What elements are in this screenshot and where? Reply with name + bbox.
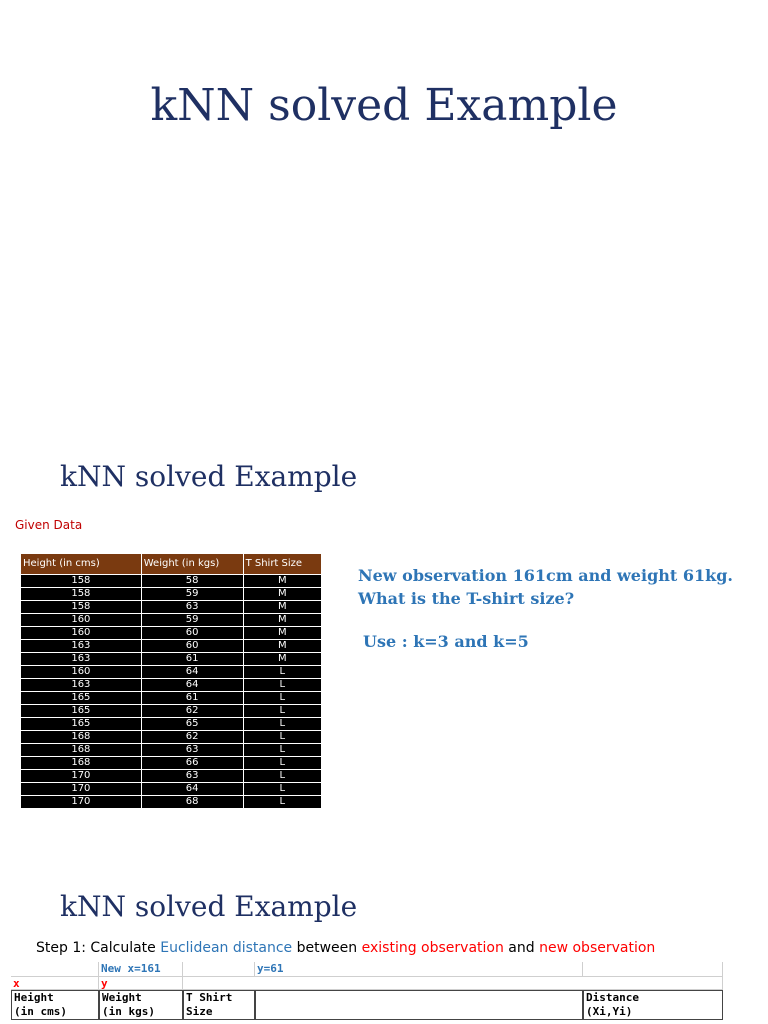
height-cell: 163 bbox=[21, 653, 142, 666]
question-text bbox=[358, 564, 758, 610]
sheet-cell bbox=[583, 962, 723, 977]
use-k-text: Use : k=3 and k=5 bbox=[363, 632, 529, 651]
col-header-weight: Weight (in kgs) bbox=[141, 554, 243, 575]
height-cell: 165 bbox=[21, 705, 142, 718]
size-cell: L bbox=[243, 796, 321, 809]
sheet-header-distance-line2: (Xi,Yi) bbox=[586, 1005, 633, 1018]
sheet-header-distance bbox=[583, 990, 723, 1020]
height-cell: 168 bbox=[21, 731, 142, 744]
weight-cell: 66 bbox=[141, 757, 243, 770]
height-cell: 168 bbox=[21, 757, 142, 770]
size-cell: L bbox=[243, 757, 321, 770]
sheet-header-weight-line2: (in kgs) bbox=[102, 1005, 155, 1018]
sheet-header-size bbox=[183, 990, 255, 1020]
table-row bbox=[21, 640, 322, 653]
table-row bbox=[21, 757, 322, 770]
table-row bbox=[21, 614, 322, 627]
step1-text bbox=[36, 940, 655, 956]
table-row bbox=[21, 744, 322, 757]
sheet-new-y: y=61 bbox=[255, 962, 583, 977]
height-cell: 158 bbox=[21, 588, 142, 601]
sheet-header-height bbox=[11, 990, 99, 1020]
size-cell: M bbox=[243, 627, 321, 640]
sheet-header-size-line2: Size bbox=[186, 1005, 213, 1018]
table-row bbox=[21, 796, 322, 809]
sheet-y-mark: y bbox=[99, 977, 183, 990]
table-row bbox=[21, 783, 322, 796]
table-row bbox=[21, 588, 322, 601]
sheet-cell bbox=[183, 977, 723, 990]
table-row bbox=[21, 718, 322, 731]
size-cell: L bbox=[243, 692, 321, 705]
step-and: and bbox=[503, 940, 540, 956]
height-cell: 160 bbox=[21, 614, 142, 627]
weight-cell: 63 bbox=[141, 744, 243, 757]
step-existing: existing observation bbox=[361, 940, 504, 956]
col-header-size: T Shirt Size bbox=[243, 554, 321, 575]
sheet-header-height-line2: (in cms) bbox=[14, 1005, 67, 1018]
table-row bbox=[21, 770, 322, 783]
size-cell: L bbox=[243, 679, 321, 692]
sheet-header-distance-line1: Distance bbox=[586, 991, 639, 1004]
sheet-header-blank bbox=[255, 990, 583, 1020]
sheet-cell bbox=[183, 962, 255, 977]
size-cell: M bbox=[243, 588, 321, 601]
sheet-cell bbox=[11, 962, 99, 977]
size-cell: L bbox=[243, 731, 321, 744]
size-cell: L bbox=[243, 666, 321, 679]
table-row bbox=[21, 731, 322, 744]
weight-cell: 63 bbox=[141, 770, 243, 783]
step-prefix: Step 1: Calculate bbox=[36, 940, 161, 956]
weight-cell: 60 bbox=[141, 640, 243, 653]
table-row bbox=[21, 679, 322, 692]
height-cell: 165 bbox=[21, 718, 142, 731]
weight-cell: 61 bbox=[141, 692, 243, 705]
data-table bbox=[20, 553, 322, 809]
weight-cell: 59 bbox=[141, 614, 243, 627]
weight-cell: 65 bbox=[141, 718, 243, 731]
weight-cell: 62 bbox=[141, 705, 243, 718]
table-row bbox=[21, 666, 322, 679]
slide1-title: kNN solved Example bbox=[150, 80, 618, 131]
size-cell: L bbox=[243, 705, 321, 718]
height-cell: 158 bbox=[21, 601, 142, 614]
height-cell: 170 bbox=[21, 796, 142, 809]
question-line-2: What is the T-shirt size? bbox=[358, 589, 575, 608]
size-cell: L bbox=[243, 770, 321, 783]
size-cell: M bbox=[243, 614, 321, 627]
table-row bbox=[21, 627, 322, 640]
question-line-1: New observation 161cm and weight 61kg. bbox=[358, 566, 733, 585]
weight-cell: 62 bbox=[141, 731, 243, 744]
given-data-label: Given Data bbox=[15, 518, 83, 532]
weight-cell: 61 bbox=[141, 653, 243, 666]
sheet-header-height-line1: Height bbox=[14, 991, 54, 1004]
height-cell: 170 bbox=[21, 783, 142, 796]
weight-cell: 64 bbox=[141, 666, 243, 679]
weight-cell: 60 bbox=[141, 627, 243, 640]
step-between: between bbox=[292, 940, 362, 956]
height-cell: 160 bbox=[21, 666, 142, 679]
size-cell: M bbox=[243, 575, 321, 588]
weight-cell: 58 bbox=[141, 575, 243, 588]
height-cell: 168 bbox=[21, 744, 142, 757]
size-cell: M bbox=[243, 640, 321, 653]
sheet-header-size-line1: T Shirt bbox=[186, 991, 233, 1004]
table-header-row bbox=[21, 554, 322, 575]
height-cell: 163 bbox=[21, 640, 142, 653]
height-cell: 165 bbox=[21, 692, 142, 705]
sheet-header-weight-line1: Weight bbox=[102, 991, 142, 1004]
table-row bbox=[21, 601, 322, 614]
table-row bbox=[21, 653, 322, 666]
table-row bbox=[21, 575, 322, 588]
weight-cell: 64 bbox=[141, 679, 243, 692]
slide2-title: kNN solved Example bbox=[60, 460, 358, 493]
size-cell: M bbox=[243, 601, 321, 614]
table-body bbox=[21, 575, 322, 809]
size-cell: L bbox=[243, 718, 321, 731]
col-header-height: Height (in cms) bbox=[21, 554, 142, 575]
height-cell: 158 bbox=[21, 575, 142, 588]
sheet-x-mark: x bbox=[11, 977, 99, 990]
table-row bbox=[21, 692, 322, 705]
sheet-header-weight bbox=[99, 990, 183, 1020]
height-cell: 163 bbox=[21, 679, 142, 692]
weight-cell: 68 bbox=[141, 796, 243, 809]
slide3-title: kNN solved Example bbox=[60, 890, 358, 923]
size-cell: M bbox=[243, 653, 321, 666]
sheet-new-x: New x=161 bbox=[99, 962, 183, 977]
step-new: new observation bbox=[539, 940, 656, 956]
spreadsheet-snippet bbox=[11, 962, 723, 1024]
weight-cell: 59 bbox=[141, 588, 243, 601]
size-cell: L bbox=[243, 744, 321, 757]
height-cell: 170 bbox=[21, 770, 142, 783]
step-euclidean: Euclidean distance bbox=[160, 940, 293, 956]
size-cell: L bbox=[243, 783, 321, 796]
table-row bbox=[21, 705, 322, 718]
weight-cell: 64 bbox=[141, 783, 243, 796]
weight-cell: 63 bbox=[141, 601, 243, 614]
height-cell: 160 bbox=[21, 627, 142, 640]
